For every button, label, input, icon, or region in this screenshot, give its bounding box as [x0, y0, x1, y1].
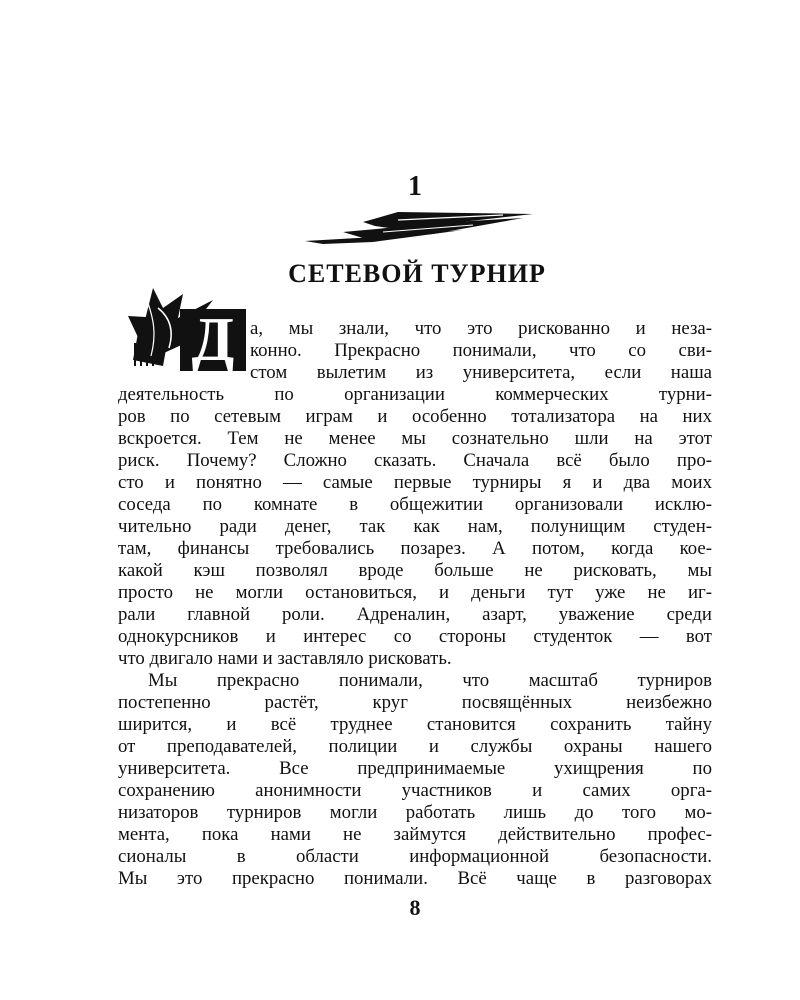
chapter-number: 1 [408, 171, 422, 202]
page-number: 8 [409, 895, 421, 920]
text-line: сохранению анонимности участников и самих орга- [118, 780, 712, 801]
brush-stroke-ornament-icon [303, 210, 533, 244]
text-line: Мы прекрасно понимали, что масштаб турниров [148, 670, 712, 691]
text-line: что двигало нами и заставляло рисковать. [118, 648, 452, 669]
text-line: конно. Прекрасно понимали, что со сви- [250, 340, 712, 361]
text-line: стом вылетим из университета, если наша [250, 362, 712, 383]
text-line: вскроется. Тем не менее мы сознательно шли на этот [118, 428, 712, 449]
chapter-title: СЕТЕВОЙ ТУРНИР [288, 259, 546, 288]
text-line: риск. Почему? Сложно сказать. Сначала всё было про- [118, 450, 712, 471]
text-line: ширится, и всё труднее становится сохранить тайну [118, 714, 712, 735]
text-line: чительно ради денег, так как нам, полунищим студен- [118, 516, 712, 537]
text-line: однокурсников и интерес со стороны студенток — вот [118, 626, 712, 647]
text-line: от преподавателей, полиции и службы охраны нашего [118, 736, 712, 757]
text-line: а, мы знали, что это рискованно и неза- [250, 318, 712, 339]
text-line: Мы это прекрасно понимали. Всё чаще в разговорах [118, 868, 712, 889]
dropcap-letter: Д [180, 309, 246, 371]
text-line: деятельность по организации коммерческих турни- [118, 384, 712, 405]
text-line: ров по сетевым играм и особенно тотализатора на них [118, 406, 712, 427]
text-line: сто и понятно — самые первые турниры я и два моих [118, 472, 712, 493]
text-line: просто не могли остановиться, и деньги тут уже не иг- [118, 582, 712, 603]
text-line: низаторов турниров могли работать лишь до того мо- [118, 802, 712, 823]
text-line: какой кэш позволял вроде больше не рисковать, мы [118, 560, 712, 581]
text-line: рали главной роли. Адреналин, азарт, уважение среди [118, 604, 712, 625]
text-line: постепенно растёт, круг посвящённых неизбежно [118, 692, 712, 713]
text-line: сионалы в области информационной безопасности. [118, 846, 712, 867]
text-line: мента, пока нами не займутся действительно профес- [118, 824, 712, 845]
text-line: соседа по комнате в общежитии организовали исклю- [118, 494, 712, 515]
text-line: университета. Все предпринимаемые ухищрения по [118, 758, 712, 779]
text-line: там, финансы требовались позарез. А потом, когда кое- [118, 538, 712, 559]
